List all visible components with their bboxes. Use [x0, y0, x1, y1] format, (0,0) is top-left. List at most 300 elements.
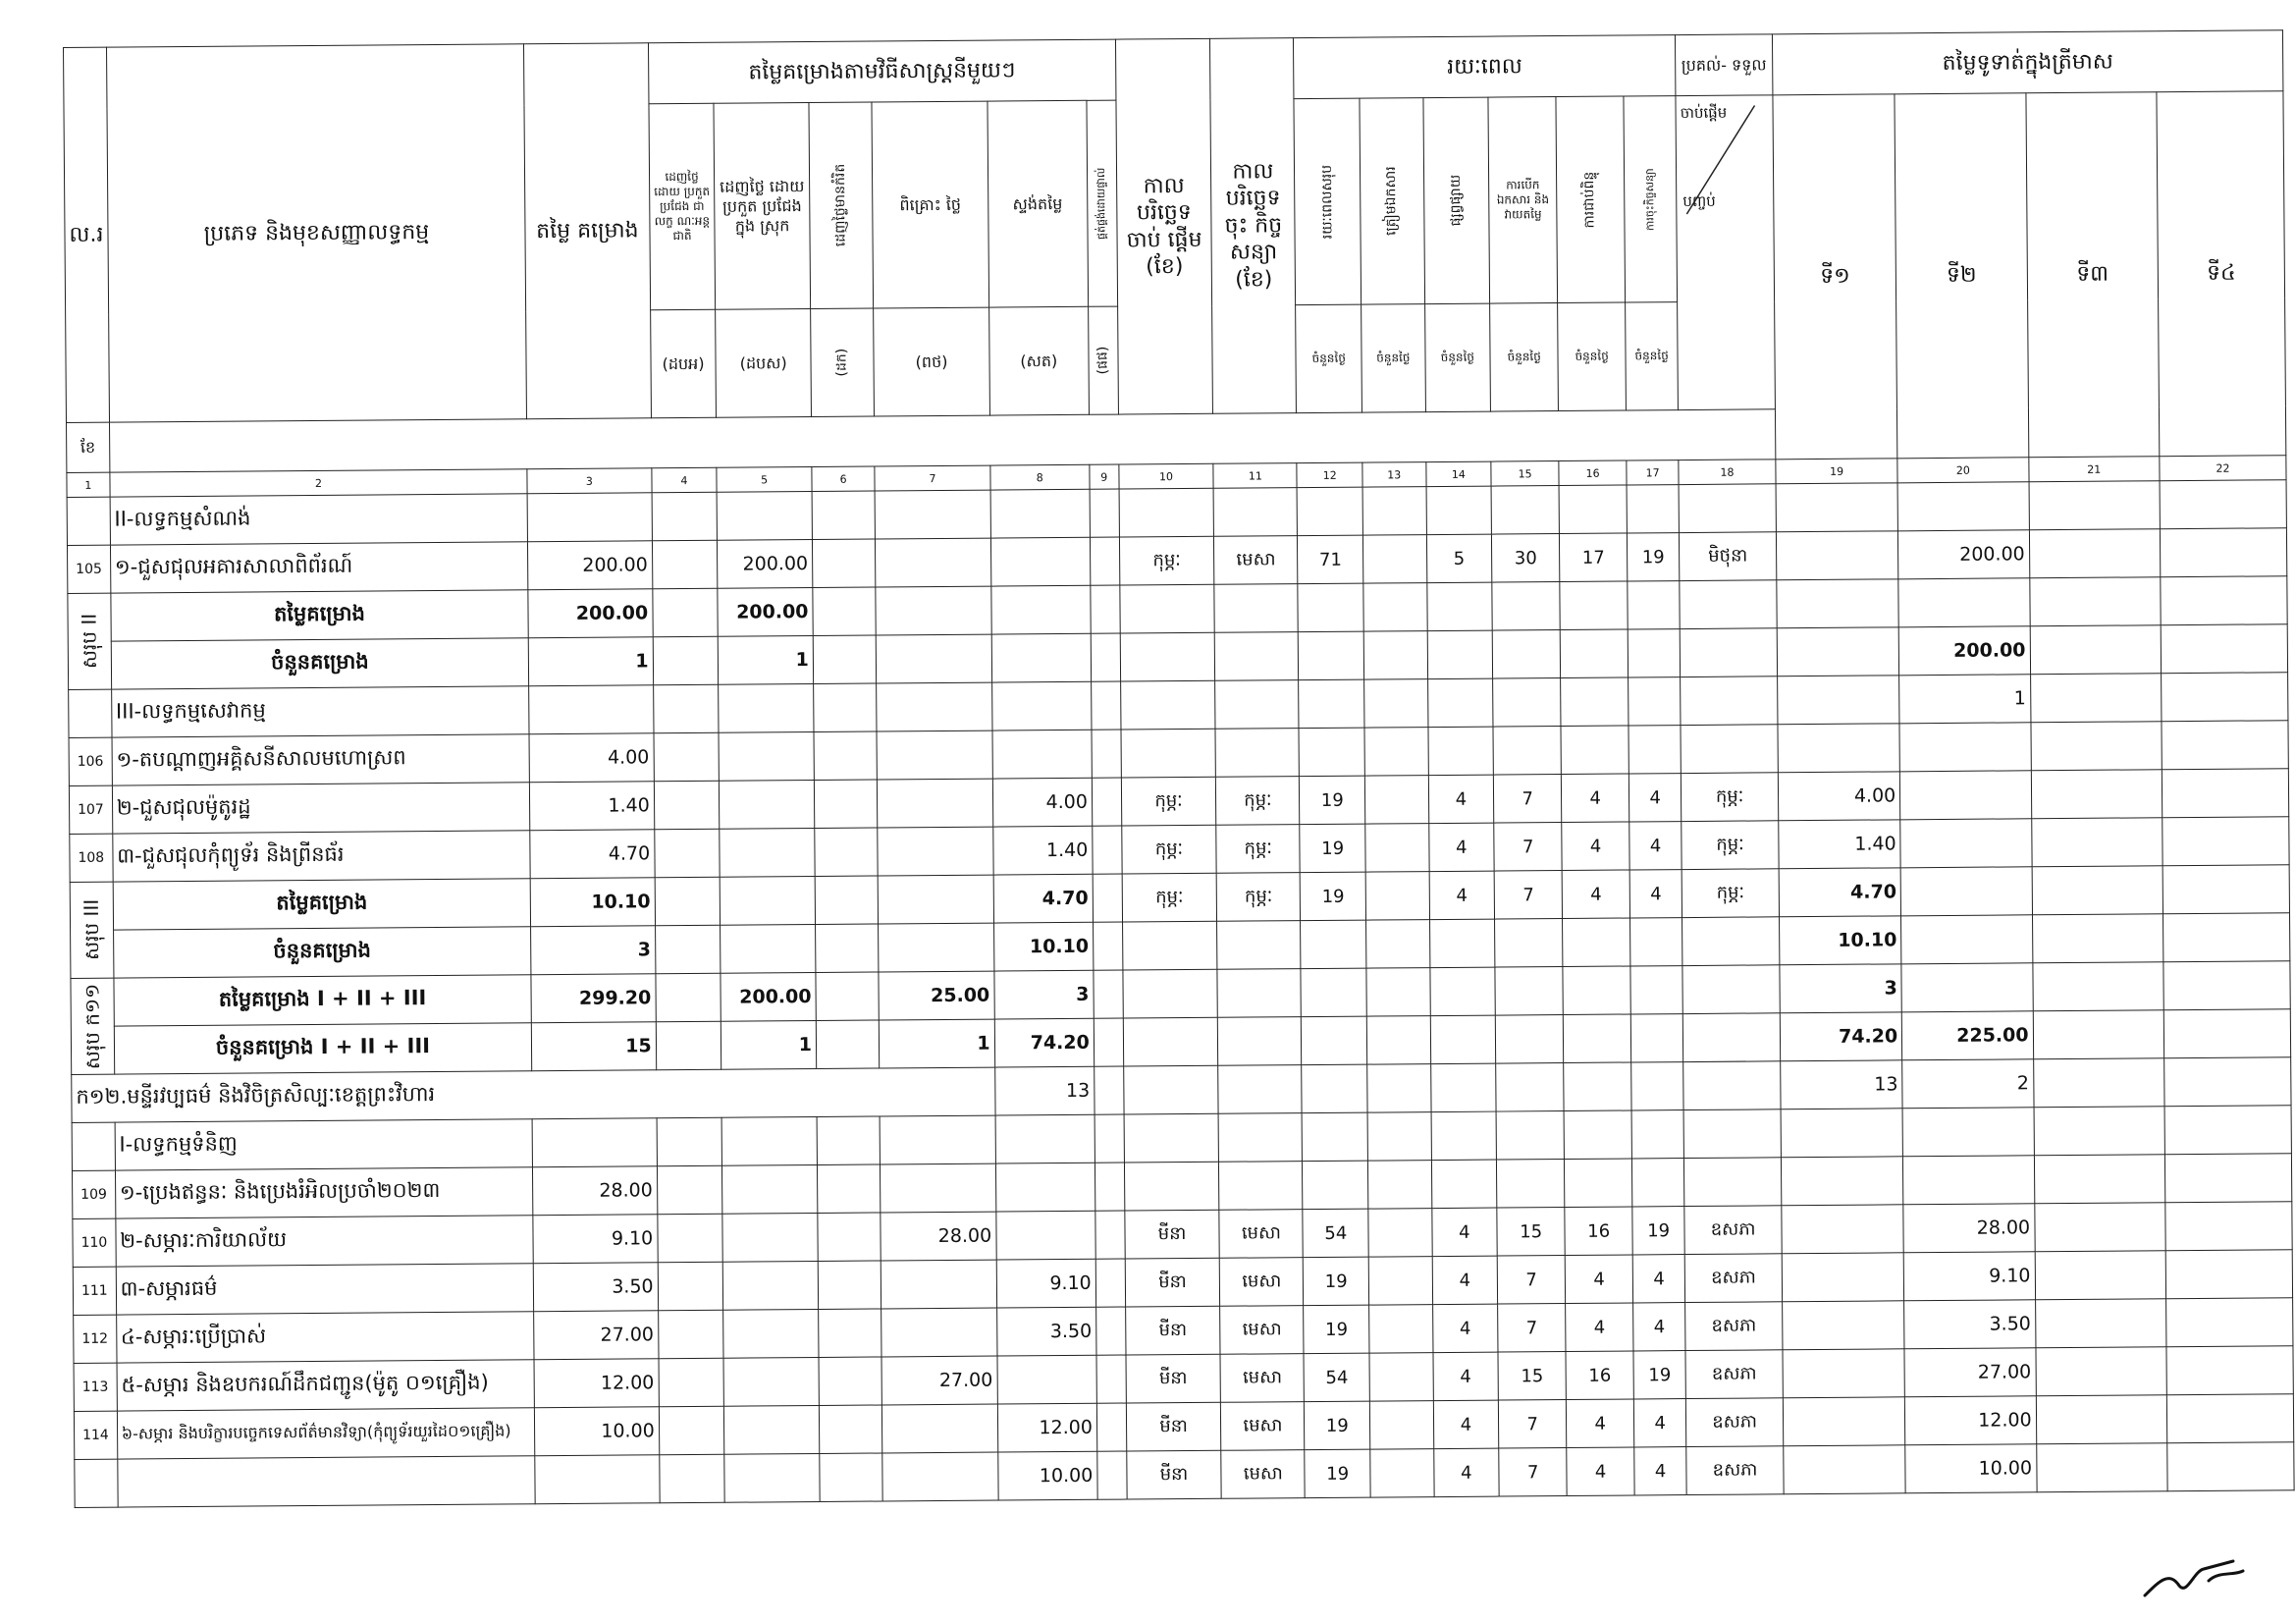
- row-label: តម្លៃគម្រោង I + II + III: [114, 975, 532, 1026]
- cell-c4: [657, 1117, 722, 1166]
- cell-sign: [1215, 632, 1299, 681]
- cell-c7: [875, 490, 990, 539]
- header-p3: [1422, 97, 1489, 304]
- header-type: ប្រភេទ និងមុខសញ្ញាលទ្ធកម្ម: [106, 44, 526, 422]
- cell-c4: [653, 684, 719, 733]
- cell-p1: 19: [1305, 1401, 1370, 1450]
- row-label: II-លទ្ធកម្មសំណង់: [110, 494, 528, 545]
- cell-c9: [1092, 730, 1121, 778]
- row-label: តម្លៃគម្រោង: [111, 590, 529, 641]
- cell-p6: 4: [1632, 1255, 1684, 1303]
- cell-recv: ឧសភា: [1685, 1398, 1783, 1447]
- header-month: ខែ: [67, 422, 110, 472]
- cell-q4: [2164, 1057, 2291, 1107]
- header-method-group: តម្លៃគម្រោងតាមវិធីសាស្ត្រនីមួយៗ: [648, 39, 1116, 104]
- cell-p5: [1563, 966, 1630, 1015]
- cell-recv: [1680, 628, 1777, 677]
- cell-q3: [2031, 818, 2163, 867]
- row-label: ២-ជួសជុលម៉ូតូរដ្ឋ: [112, 783, 530, 834]
- column-index: 14: [1425, 461, 1491, 487]
- cell-q4: [2162, 673, 2288, 722]
- column-index: 21: [2028, 457, 2160, 482]
- cell-start: មីនា: [1126, 1354, 1221, 1403]
- cell-start: [1120, 584, 1215, 633]
- cell-q1: [1783, 1301, 1905, 1350]
- cell-q2: 2: [1902, 1059, 2034, 1109]
- cell-start: កុម្ភៈ: [1121, 777, 1216, 826]
- cell-p3: 4: [1433, 1400, 1499, 1449]
- cell-q1: 3: [1780, 964, 1902, 1013]
- cell-q3: [2031, 770, 2163, 819]
- cell-no: 112: [74, 1315, 117, 1363]
- header-m6-code: [1088, 306, 1118, 414]
- cell-c5: [721, 1117, 817, 1166]
- cell-q1: [1781, 1109, 1903, 1158]
- cell-no: [72, 1122, 115, 1170]
- cell-q2: [1900, 867, 2032, 916]
- row-label: ២-សម្ភារៈការិយាល័យ: [116, 1216, 534, 1267]
- header-m4-code: (ពថ): [874, 307, 989, 416]
- cell-start: [1124, 1162, 1219, 1211]
- cell-q3: [2031, 722, 2163, 771]
- cell-c5: [722, 1213, 818, 1262]
- cell-c7: [881, 1308, 997, 1357]
- cell-p1: 19: [1301, 872, 1366, 921]
- cell-p3: [1430, 1015, 1496, 1064]
- cell-c3: [532, 1118, 657, 1167]
- header-m6-code-text: (ផផ): [1094, 346, 1111, 375]
- cell-c8: [991, 681, 1092, 730]
- cell-c6: [817, 1164, 881, 1214]
- cell-q4: [2160, 480, 2286, 529]
- column-index: 8: [990, 464, 1090, 490]
- cell-p3: 4: [1432, 1256, 1498, 1305]
- cell-p6: 4: [1629, 822, 1682, 870]
- cell-no: [67, 497, 110, 545]
- cell-c8: 13: [994, 1066, 1095, 1115]
- column-index: 2: [110, 469, 528, 497]
- cell-q3: [2029, 481, 2161, 530]
- header-m2-code: (ដបស): [716, 309, 811, 418]
- cell-p6: [1630, 918, 1682, 966]
- header-receive-split: [1676, 95, 1775, 410]
- cell-q2: 1: [1899, 675, 2031, 724]
- cell-q4: [2163, 961, 2290, 1010]
- cell-c8: [990, 489, 1091, 538]
- header-m3-text: ដេញថ្លៃមានកំរិត: [831, 164, 849, 247]
- column-index: 17: [1627, 460, 1679, 485]
- group-total-text: សរុប ក១១: [80, 983, 105, 1070]
- header-p2-text: ត្រៀមឯកសារ: [1383, 166, 1400, 237]
- header-q2: ទី២: [1895, 93, 2028, 459]
- cell-c8: [995, 1211, 1095, 1260]
- cell-p2: [1362, 487, 1426, 536]
- cell-c6: [816, 1020, 880, 1069]
- cell-p5: [1559, 485, 1627, 534]
- cell-p4: [1495, 967, 1563, 1016]
- cell-c6: [813, 587, 877, 636]
- procurement-plan-sheet: [63, 29, 2295, 1500]
- cell-no: 105: [67, 545, 110, 593]
- cell-c4: [659, 1358, 724, 1407]
- cell-q4: [2166, 1394, 2293, 1443]
- cell-p5: 16: [1566, 1351, 1633, 1400]
- cell-p6: 4: [1634, 1399, 1686, 1447]
- header-quarter: តម្លៃទូទាត់ក្នុងត្រីមាស: [1772, 30, 2282, 95]
- column-index: 3: [527, 468, 652, 494]
- cell-c5: [721, 877, 816, 926]
- cell-c7: 28.00: [881, 1212, 996, 1261]
- cell-p3: [1431, 1160, 1497, 1209]
- procurement-table: [63, 29, 2295, 1508]
- cell-no: 110: [73, 1218, 116, 1267]
- cell-recv: កុម្ភៈ: [1681, 773, 1778, 822]
- cell-c9: [1097, 1451, 1127, 1499]
- cell-c7: [877, 682, 992, 731]
- cell-sign: [1217, 969, 1301, 1018]
- cell-p3: [1426, 486, 1492, 535]
- cell-p4: [1492, 630, 1560, 679]
- header-rend: បញ្ចប់: [1682, 191, 1716, 211]
- column-index: 11: [1213, 463, 1297, 489]
- cell-p6: [1631, 1110, 1683, 1159]
- column-index: 9: [1090, 464, 1119, 489]
- cell-p4: [1492, 582, 1560, 631]
- cell-recv: ឧសភា: [1685, 1350, 1783, 1399]
- cell-no: 106: [69, 737, 112, 785]
- cell-c8: [991, 633, 1092, 682]
- column-index: 12: [1297, 462, 1362, 488]
- cell-c8: 4.70: [993, 874, 1094, 923]
- cell-c5: 200.00: [721, 973, 816, 1022]
- cell-p6: [1630, 1014, 1682, 1062]
- cell-q1: [1778, 724, 1900, 773]
- cell-sign: [1217, 921, 1301, 970]
- cell-c7: [879, 923, 994, 972]
- cell-p6: [1632, 1159, 1684, 1207]
- cell-q2: [1897, 482, 2029, 531]
- header-m3-code-text: (ដក): [833, 348, 850, 377]
- cell-q1: [1781, 1157, 1903, 1206]
- cell-sign: មេសា: [1221, 1450, 1305, 1499]
- cell-p6: 19: [1632, 1207, 1684, 1255]
- cell-q2: 28.00: [1903, 1204, 2035, 1253]
- header-m1: ដេញថ្លៃ ដោយ ប្រកួត ប្រជែង ជាលក្ខ ណៈអន្ត ជាតិ: [649, 103, 716, 310]
- cell-c6: [817, 1116, 881, 1165]
- cell-q4: [2164, 1106, 2291, 1155]
- cell-c7: [876, 586, 991, 635]
- row-label: ៤-សម្ភារៈប្រើប្រាស់: [116, 1312, 534, 1363]
- signature-mark: [2140, 1542, 2258, 1610]
- row-label: ៦-សម្ភារ និងបរិក្ខារបច្ចេកទេសព័ត៌មានវិទ្យា(កុំព្យូទ័រយួរដៃ០១គ្រឿង): [117, 1408, 535, 1459]
- cell-q2: [1898, 578, 2030, 627]
- cell-c5: [723, 1357, 819, 1406]
- column-index: 7: [875, 465, 989, 491]
- cell-c3: [527, 493, 652, 542]
- cell-p5: [1560, 581, 1628, 630]
- header-m4: ពិគ្រោះ ថ្លៃ: [872, 101, 988, 308]
- cell-c8: [997, 1355, 1097, 1404]
- cell-p2: [1366, 920, 1430, 969]
- cell-q4: [2163, 817, 2289, 866]
- cell-p1: 54: [1304, 1353, 1369, 1402]
- cell-sign: [1214, 584, 1298, 633]
- cell-start: [1120, 680, 1215, 730]
- cell-c3: 200.00: [528, 589, 653, 638]
- cell-q3: [2035, 1251, 2166, 1300]
- cell-c6: [815, 876, 879, 925]
- cell-c4: [657, 1165, 722, 1215]
- cell-c3: [535, 1455, 660, 1504]
- cell-c5: [720, 781, 815, 830]
- cell-p2: [1366, 968, 1430, 1017]
- cell-p4: [1495, 919, 1563, 968]
- cell-sign: មេសា: [1220, 1306, 1304, 1355]
- row-label: ចំនួនគម្រោង I + II + III: [114, 1023, 532, 1074]
- cell-p4: 7: [1499, 1400, 1567, 1449]
- cell-p6: [1631, 1062, 1683, 1110]
- cell-start: កុម្ភៈ: [1119, 536, 1214, 585]
- cell-c3: 299.20: [531, 974, 656, 1023]
- cell-c3: 10.10: [530, 878, 655, 927]
- header-p5-text: ការជាប់ពិន្ទុ: [1581, 171, 1598, 229]
- cell-p1: 71: [1298, 535, 1363, 584]
- cell-start: [1123, 1065, 1218, 1114]
- cell-recv: [1684, 1158, 1782, 1207]
- cell-p4: [1495, 1015, 1563, 1064]
- cell-no: 107: [69, 785, 112, 834]
- cell-sign: [1219, 1162, 1303, 1211]
- cell-c4: [658, 1262, 723, 1311]
- cell-p5: [1563, 918, 1630, 967]
- cell-p3: 4: [1429, 871, 1495, 920]
- cell-c6: [820, 1453, 883, 1502]
- cell-c4: [652, 492, 718, 541]
- cell-c9: [1096, 1355, 1126, 1403]
- cell-q2: [1901, 915, 2033, 964]
- cell-c6: [819, 1357, 882, 1406]
- cell-sign: មេសា: [1220, 1354, 1304, 1403]
- cell-c6: [816, 972, 880, 1021]
- cell-q3: [2036, 1347, 2167, 1396]
- cell-p2: [1368, 1209, 1432, 1258]
- cell-c4: [659, 1454, 724, 1503]
- cell-c3: 200.00: [528, 541, 653, 590]
- cell-p1: 54: [1303, 1209, 1368, 1258]
- row-label: តម្លៃគម្រោង: [113, 879, 531, 930]
- cell-sign: [1218, 1017, 1302, 1066]
- group-total-text: សរុប III: [80, 899, 104, 961]
- cell-p3: [1427, 678, 1493, 728]
- row-label: [117, 1456, 535, 1507]
- cell-p4: 7: [1498, 1304, 1566, 1353]
- header-p5: [1556, 96, 1626, 303]
- cell-sign: កុម្ភៈ: [1216, 825, 1300, 874]
- cell-sign: មេសា: [1219, 1210, 1303, 1259]
- cell-recv: [1682, 1013, 1780, 1062]
- cell-p1: 19: [1300, 776, 1365, 825]
- cell-recv: ឧសភា: [1686, 1446, 1784, 1495]
- header-sign: កាល បរិច្ឆេទ ចុះ កិច្ច សន្យា (ខែ): [1210, 38, 1297, 414]
- cell-c3: 12.00: [534, 1359, 659, 1408]
- column-index: 10: [1119, 463, 1214, 489]
- cell-p2: [1363, 535, 1427, 584]
- cell-p3: 4: [1432, 1352, 1498, 1401]
- cell-p1: 19: [1304, 1257, 1369, 1306]
- cell-p1: 19: [1300, 824, 1365, 873]
- column-index: 16: [1559, 460, 1627, 486]
- header-m1-code: (ដបអ): [650, 309, 717, 418]
- cell-q2: 225.00: [1901, 1011, 2033, 1060]
- cell-p6: 4: [1629, 870, 1682, 918]
- cell-start: [1121, 729, 1216, 778]
- header-q1: ទី១: [1773, 94, 1897, 460]
- cell-recv: [1681, 725, 1778, 774]
- cell-p1: [1301, 968, 1366, 1017]
- cell-c5: 200.00: [718, 540, 813, 589]
- cell-c9: [1095, 1259, 1125, 1307]
- cell-c9: [1094, 970, 1123, 1018]
- cell-c3: 28.00: [533, 1166, 658, 1216]
- cell-p3: [1427, 727, 1493, 776]
- cell-q4: [2165, 1202, 2292, 1251]
- cell-p3: 5: [1426, 534, 1492, 583]
- cell-no: [69, 689, 112, 737]
- cell-c4: [658, 1310, 723, 1359]
- cell-p3: [1429, 919, 1495, 968]
- cell-p2: [1369, 1353, 1433, 1402]
- cell-start: មីនា: [1126, 1402, 1221, 1451]
- cell-c8: [990, 537, 1091, 586]
- cell-c8: [992, 730, 1093, 779]
- cell-q4: [2163, 1009, 2290, 1058]
- header-m5-code: (សត): [988, 306, 1089, 415]
- header-m5: ស្ទង់តម្លៃ: [988, 100, 1089, 307]
- cell-c4: [659, 1406, 724, 1455]
- cell-c7: 1: [880, 1019, 995, 1068]
- cell-c9: [1096, 1403, 1126, 1451]
- cell-c5: 1: [719, 636, 814, 685]
- group-total-text: សរុប II: [77, 614, 102, 670]
- cell-p4: [1497, 1160, 1565, 1209]
- cell-recv: កុម្ភៈ: [1682, 869, 1779, 918]
- cell-sign: មេសា: [1214, 536, 1298, 585]
- cell-sign: [1215, 680, 1299, 730]
- cell-q2: [1900, 771, 2032, 820]
- cell-c9: [1094, 1066, 1123, 1114]
- cell-c8: 74.20: [994, 1018, 1095, 1067]
- cell-c8: 10.00: [997, 1451, 1097, 1500]
- column-index: 19: [1776, 459, 1897, 484]
- cell-p1: [1302, 1016, 1367, 1065]
- cell-q1: 13: [1781, 1060, 1903, 1109]
- cell-c7: [881, 1260, 997, 1309]
- cell-c7: [877, 730, 992, 780]
- header-p3-text: ផ្សព្វផ្សាយ: [1447, 175, 1465, 227]
- header-p2: [1360, 98, 1424, 304]
- cell-sign: កុម្ភៈ: [1216, 777, 1300, 826]
- cell-p3: [1430, 1063, 1496, 1112]
- cell-c5: [723, 1309, 819, 1358]
- column-index: 5: [717, 467, 812, 493]
- cell-no: [75, 1459, 118, 1507]
- header-receive: ប្រគល់- ទទួល: [1676, 34, 1773, 96]
- row-label: ១-ជួសជុលអគារសាលាពិព័រណ៍: [110, 542, 528, 593]
- cell-sign: [1218, 1113, 1302, 1163]
- group-total-label: [71, 978, 114, 1074]
- cell-recv: [1682, 917, 1780, 966]
- cell-q3: [2030, 674, 2162, 723]
- cell-c4: [653, 588, 719, 637]
- cell-start: មីនា: [1125, 1258, 1220, 1307]
- cell-p1: [1301, 920, 1366, 969]
- department-heading: ក១២.មន្ទីរវប្បធម៌ និងវិចិត្រសិល្បៈខេត្តព្រះវិហារ: [72, 1067, 995, 1122]
- cell-c6: [814, 780, 878, 829]
- cell-p6: 4: [1629, 774, 1682, 822]
- cell-c6: [812, 491, 876, 540]
- cell-c9: [1090, 489, 1119, 537]
- cell-q2: [1899, 723, 2031, 772]
- cell-c6: [814, 731, 878, 781]
- cell-q4: [2162, 721, 2288, 770]
- header-p6: [1624, 96, 1678, 302]
- cell-q2: 200.00: [1898, 530, 2030, 579]
- cell-recv: មិថុនា: [1680, 532, 1777, 581]
- cell-p1: [1299, 679, 1364, 729]
- cell-q4: [2166, 1298, 2293, 1347]
- cell-c4: [653, 636, 719, 685]
- cell-c5: [719, 684, 814, 733]
- cell-c5: 200.00: [718, 588, 813, 637]
- cell-p5: 4: [1562, 870, 1629, 919]
- cell-p5: [1565, 1159, 1632, 1208]
- cell-c4: [656, 973, 721, 1022]
- cell-start: មីនា: [1125, 1306, 1220, 1355]
- cell-c9: [1095, 1114, 1124, 1163]
- cell-c5: [720, 829, 815, 878]
- cell-c3: 10.00: [535, 1407, 660, 1456]
- header-start: កាល បរិច្ឆេទ ចាប់ ផ្តើម (ខែ): [1115, 38, 1213, 414]
- header-m6: [1087, 100, 1118, 306]
- cell-q4: [2164, 1154, 2291, 1203]
- cell-q1: [1782, 1253, 1904, 1302]
- cell-q4: [2162, 769, 2288, 818]
- cell-c7: [881, 1163, 996, 1213]
- header-p4: ការបើក ឯកសារ និង វាយតម្លៃ: [1488, 97, 1558, 304]
- cell-c9: [1091, 585, 1120, 633]
- cell-start: [1120, 632, 1215, 681]
- cell-p5: 4: [1565, 1255, 1632, 1304]
- cell-p5: 4: [1567, 1447, 1634, 1496]
- row-label: I-លទ្ធកម្មទំនិញ: [115, 1119, 533, 1170]
- cell-q3: [2034, 1203, 2165, 1252]
- column-index: 15: [1491, 461, 1559, 487]
- cell-c4: [658, 1214, 723, 1263]
- cell-p5: 4: [1562, 822, 1629, 871]
- cell-q2: 9.10: [1903, 1252, 2035, 1301]
- cell-p2: [1363, 583, 1427, 632]
- header-period: រយៈពេល: [1294, 35, 1676, 99]
- cell-p4: 7: [1497, 1256, 1565, 1305]
- cell-c8: 10.10: [993, 922, 1094, 971]
- cell-p6: [1628, 581, 1680, 629]
- cell-p6: [1629, 726, 1681, 774]
- cell-p2: [1369, 1401, 1433, 1450]
- cell-p6: 4: [1633, 1303, 1685, 1351]
- cell-recv: [1683, 1061, 1781, 1110]
- cell-p2: [1367, 1064, 1431, 1113]
- cell-p5: 16: [1565, 1207, 1632, 1256]
